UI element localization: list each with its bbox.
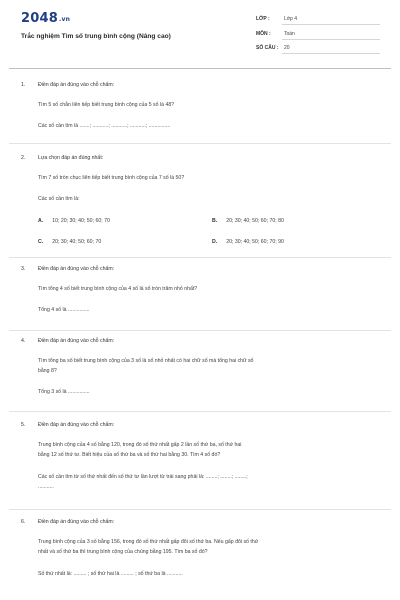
answer-blank-line[interactable]: Tổng 3 số là ............... — [38, 389, 90, 395]
option-d[interactable] — [212, 237, 284, 247]
logo-suffix: .vn — [58, 16, 71, 23]
question-text: Tìm tổng 4 số biết trung bình cộng của 4 số là số tròn trăm nhỏ nhất? — [38, 286, 198, 292]
option-key: A. — [38, 218, 44, 224]
question-text: Trung bình cộng của 4 số bằng 120, trong đó số thứ nhất gấp 2 lần số thứ ba, số thứ hai — [38, 442, 242, 448]
worksheet-header — [0, 0, 400, 70]
option-c[interactable] — [38, 237, 101, 247]
option-key: B. — [212, 218, 218, 224]
answer-blank-line[interactable]: Số thứ nhất là: ......... ; số thứ hai là ......... ; số thứ ba là ........... — [38, 571, 183, 577]
question-text-continued: bằng 8? — [38, 368, 57, 374]
question-instruction: Điền đáp án đúng vào chỗ chấm: — [38, 519, 115, 525]
question-text: Trung bình cộng của 3 số bằng 156, trong đó số thứ nhất gấp đôi số thứ ba. Nếu gấp đôi số thứ — [38, 539, 259, 545]
option-text: 20; 30; 40; 50; 60; 70 — [52, 239, 102, 245]
meta-class-label: LỚP : — [256, 16, 270, 22]
question-instruction: Điền đáp án đúng vào chỗ chấm: — [38, 422, 115, 428]
option-text: 20; 30; 40; 50; 60; 70; 90 — [226, 239, 284, 245]
question-divider — [9, 143, 391, 144]
question-number: 4. — [21, 338, 26, 344]
question-instruction: Điền đáp án đúng vào chỗ chấm: — [38, 266, 115, 272]
question-divider — [9, 509, 391, 510]
question-number: 3. — [21, 266, 26, 272]
option-key: C. — [38, 239, 44, 245]
question-divider — [9, 411, 391, 412]
option-b[interactable] — [212, 216, 284, 226]
answer-blank-line[interactable]: Các số cần tìm từ số thứ nhất đến số thứ tư lần lượt từ trái sang phải là: ........; ........; ........; — [38, 474, 248, 480]
header-divider — [9, 68, 391, 69]
question-number: 6. — [21, 519, 26, 525]
question-number: 1. — [21, 82, 26, 88]
option-a[interactable] — [38, 216, 110, 226]
question-text: Tìm 5 số chẵn liên tiếp biết trung bình cộng của 5 số là 48? — [38, 102, 175, 108]
meta-underline — [282, 53, 380, 54]
meta-class — [256, 16, 380, 26]
question-number: 5. — [21, 422, 26, 428]
question-text: Tìm tổng ba số biết trung bình cộng của 3 số là số nhỏ nhất có hai chữ số mà tổng hai chữ số — [38, 358, 254, 364]
question-divider — [9, 330, 391, 331]
meta-count-value: 20 — [284, 45, 290, 51]
question-number: 2. — [21, 155, 26, 161]
meta-subject — [256, 31, 380, 41]
question-text-continued: nhất và số thứ ba thì trung bình cộng của chúng bằng 195. Tìm ba số đó? — [38, 549, 208, 555]
question-instruction: Điền đáp án đúng vào chỗ chấm: — [38, 82, 115, 88]
meta-underline — [282, 39, 380, 40]
question-text: Tìm 7 số tròn chục liên tiếp biết trung bình cộng của 7 số là 50? — [38, 175, 185, 181]
option-key: D. — [212, 239, 218, 245]
question-subtext: Các số cần tìm là: — [38, 196, 80, 202]
answer-blank-line[interactable]: Các số cần tìm là .......; ...........; ...........; ...........; ............... — [38, 123, 171, 129]
meta-count-label: SỐ CÂU : — [256, 45, 279, 51]
site-logo[interactable] — [21, 11, 70, 26]
answer-blank-line[interactable]: Tổng 4 số là ............... — [38, 307, 90, 313]
option-text: 10; 20; 30; 40; 50; 60; 70 — [52, 218, 110, 224]
answer-blank-line-continued[interactable]: ........... — [38, 484, 54, 490]
meta-subject-value: Toán — [284, 31, 295, 37]
meta-subject-label: MÔN : — [256, 31, 271, 37]
option-text: 20; 30; 40; 50; 60; 70; 80 — [226, 218, 284, 224]
meta-underline — [282, 24, 380, 25]
worksheet-title: Trắc nghiệm Tìm số trung bình cộng (Nâng cao) — [21, 33, 171, 40]
logo-main: 2048 — [21, 11, 58, 26]
question-instruction: Lựa chọn đáp án đúng nhất: — [38, 155, 104, 161]
question-instruction: Điền đáp án đúng vào chỗ chấm: — [38, 338, 115, 344]
question-text-continued: bằng 12 số thứ tư. Biết hiệu của số thứ ba và số thứ hai bằng 30. Tìm 4 số đó? — [38, 452, 221, 458]
question-divider — [9, 257, 391, 258]
meta-class-value: Lớp 4 — [284, 16, 298, 22]
meta-question-count — [256, 45, 380, 55]
